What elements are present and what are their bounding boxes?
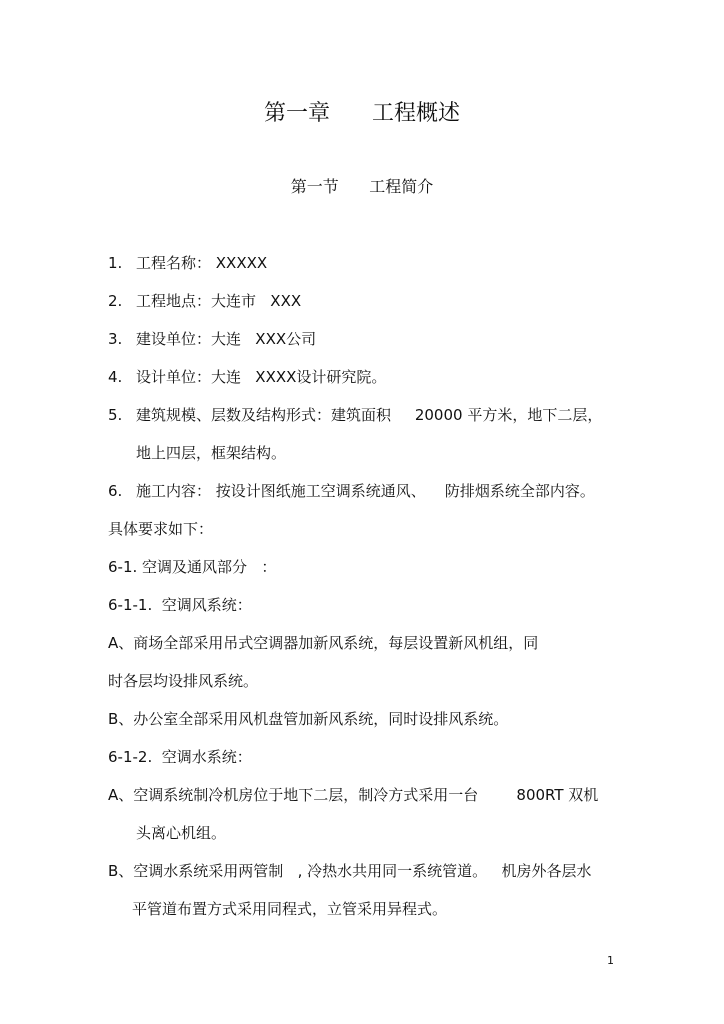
list-item-text: 工程地点：大连市 XXX [136, 292, 302, 310]
paragraph-a1-line2: 时各层均设排风系统。 [108, 672, 259, 690]
list-item-number: 2. [108, 292, 123, 310]
page-number: 1 [607, 954, 614, 967]
list-item-5-continuation: 地上四层，框架结构。 [136, 444, 287, 462]
list-item-number: 1. [108, 254, 123, 272]
requirements-heading: 具体要求如下： [108, 520, 214, 538]
list-item-text: 设计单位：大连 XXXX设计研究院。 [136, 368, 387, 386]
paragraph-b1: B、办公室全部采用风机盘管加新风系统，同时设排风系统。 [108, 710, 509, 728]
list-item-text: 施工内容： 按设计图纸施工空调系统通风、 防排烟系统全部内容。 [136, 482, 595, 500]
paragraph-a1-line1: A、商场全部采用吊式空调器加新风系统，每层设置新风机组，同 [108, 634, 539, 652]
list-item-2 [108, 290, 301, 311]
paragraph-a2-line1: A、空调系统制冷机房位于地下二层，制冷方式采用一台 800RT 双机 [108, 786, 599, 804]
section-6-1-1-heading: 6-1-1. 空调风系统： [108, 596, 252, 614]
list-item-number: 6. [108, 482, 123, 500]
list-item-1 [108, 252, 267, 273]
chapter-title: 第一章 工程概述 [264, 101, 460, 126]
section-title: 第一节 工程简介 [290, 177, 434, 196]
section-6-1-2-heading: 6-1-2. 空调水系统： [108, 748, 252, 766]
list-item-3 [108, 328, 316, 349]
list-item-number: 3. [108, 330, 123, 348]
paragraph-b2-line2: 平管道布置方式采用同程式，立管采用异程式。 [132, 900, 448, 918]
section-6-1-heading: 6-1. 空调及通风部分 ： [108, 558, 277, 576]
paragraph-b2-line1: B、空调水系统采用两管制 , 冷热水共用同一系统管道。 机房外各层水 [108, 862, 592, 880]
list-item-text: 建筑规模、层数及结构形式：建筑面积 20000 平方米，地下二层， [136, 406, 603, 424]
paragraph-a2-line2: 头离心机组。 [136, 824, 227, 842]
list-item-6 [108, 480, 595, 501]
list-item-text: 工程名称： XXXXX [136, 254, 268, 272]
list-item-4 [108, 366, 386, 387]
list-item-text: 建设单位：大连 XXX公司 [136, 330, 317, 348]
list-item-5 [108, 404, 602, 425]
list-item-number: 4. [108, 368, 123, 386]
list-item-number: 5. [108, 406, 123, 424]
